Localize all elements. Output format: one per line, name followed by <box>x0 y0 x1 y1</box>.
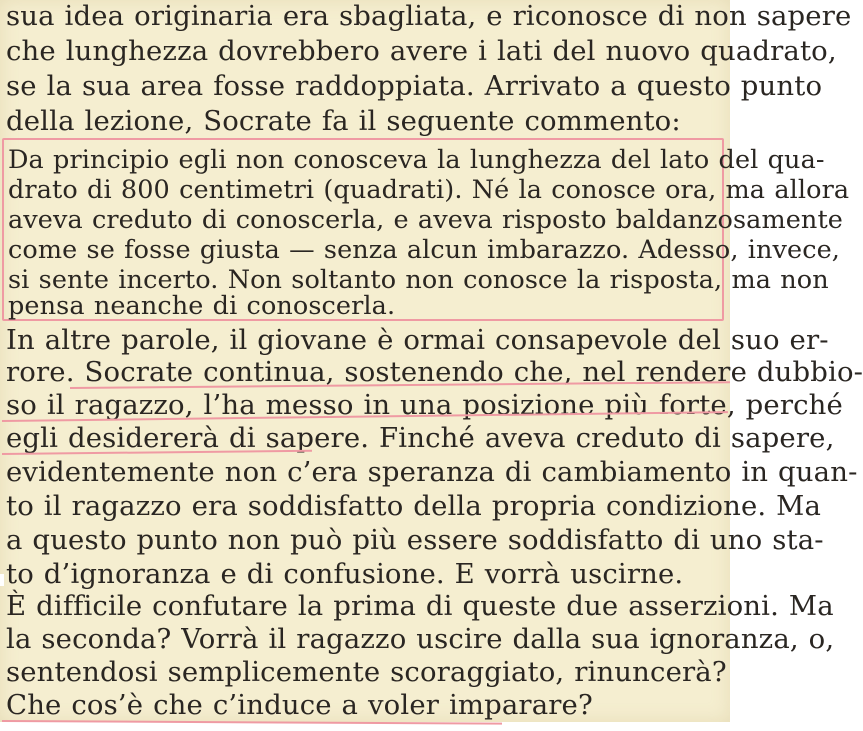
quote-line-2: drato di 800 centimetri (quadrati). Né la conosce ora, ma allora <box>8 175 850 205</box>
quote-line-1: Da principio egli non conosceva la lunghezza del lato del qua- <box>8 145 825 175</box>
closing-line-1: È difficile confutare la prima di queste due asserzioni. Ma <box>6 590 834 622</box>
body-line-6: to il ragazzo era soddisfatto della propria condizione. Ma <box>6 490 822 522</box>
body-line-2: rore. Socrate continua, sostenendo che, nel rendere dubbio- <box>6 356 863 388</box>
quote-line-4: come se fosse giusta — senza alcun imbarazzo. Adesso, invece, <box>8 235 840 265</box>
intro-line-4: della lezione, Socrate fa il seguente commento: <box>6 105 681 137</box>
intro-line-2: che lunghezza dovrebbero avere i lati del nuovo quadrato, <box>6 35 837 67</box>
quote-line-5: si sente incerto. Non soltanto non conosce la risposta, ma non <box>8 265 829 295</box>
body-line-4: egli desidererà di sapere. Finché aveva creduto di sapere, <box>6 422 835 454</box>
body-line-3: so il ragazzo, l’ha messo in una posizione più forte, perché <box>6 389 843 421</box>
body-line-8: to d’ignoranza e di confusione. E vorrà uscirne. <box>6 558 684 590</box>
intro-line-1: sua idea originaria era sbagliata, e riconosce di non sapere <box>6 0 852 32</box>
paper-edge-notch <box>0 574 4 586</box>
quote-line-3: aveva creduto di conoscerla, e aveva risposto baldanzosamente <box>8 205 843 235</box>
closing-line-2: la seconda? Vorrà il ragazzo uscire dalla sua ignoranza, o, <box>6 623 835 655</box>
intro-line-3: se la sua area fosse raddoppiata. Arrivato a questo punto <box>6 70 823 102</box>
quote-line-6: pensa neanche di conoscerla. <box>8 291 396 321</box>
body-line-5: evidentemente non c’era speranza di cambiamento in quan- <box>6 456 858 488</box>
closing-line-4: Che cos’è che c’induce a voler imparare? <box>6 689 593 721</box>
closing-line-3: sentendosi semplicemente scoraggiato, rinuncerà? <box>6 656 727 688</box>
body-line-7: a questo punto non può più essere soddisfatto di uno sta- <box>6 524 824 556</box>
body-line-1: In altre parole, il giovane è ormai consapevole del suo er- <box>6 324 829 356</box>
